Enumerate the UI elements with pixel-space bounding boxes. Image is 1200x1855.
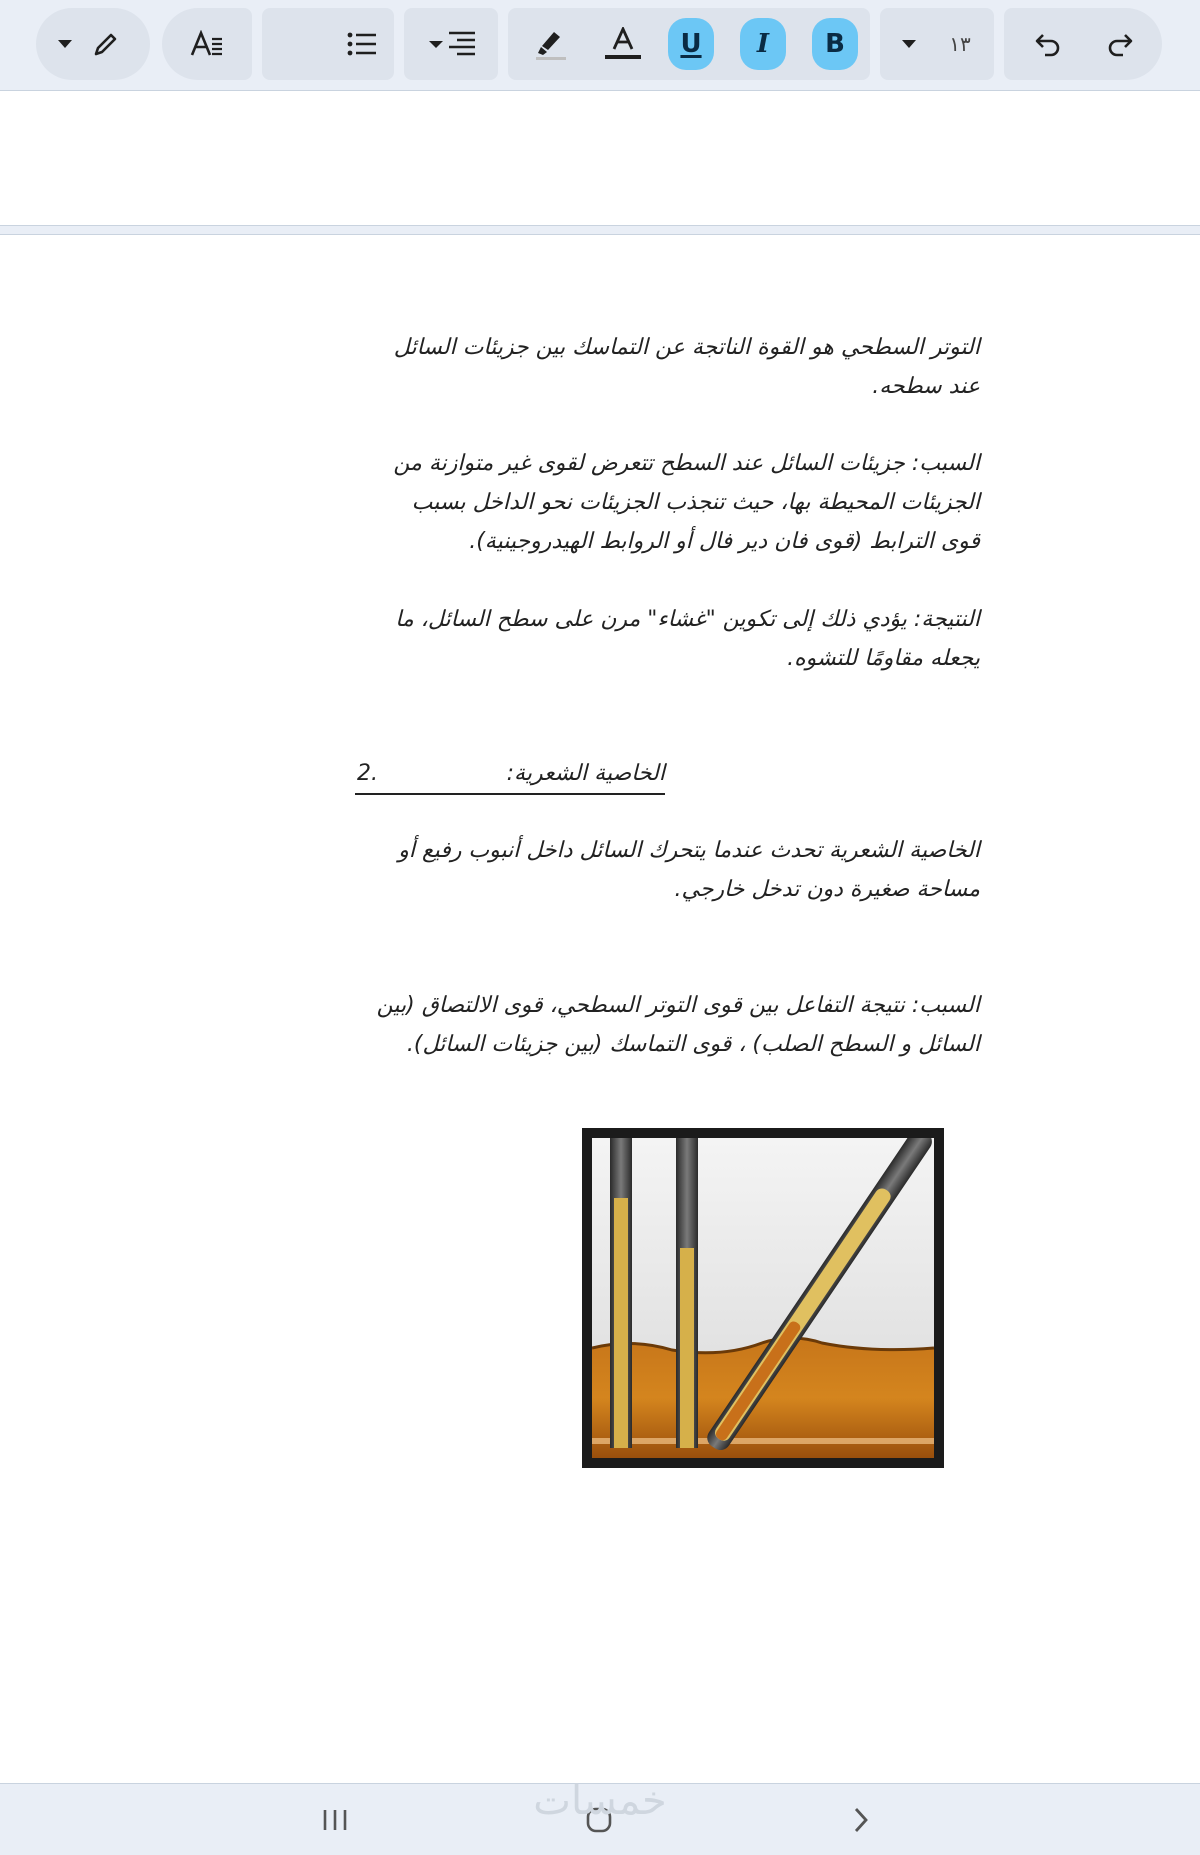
paragraph-line: السائل و السطح الصلب) ، قوى التماسك (بين جزيئات السائل). [406, 1032, 980, 1057]
watermark-text: خمسات [533, 1778, 667, 1824]
undo-icon [1034, 31, 1062, 57]
alignment-group [404, 8, 498, 80]
text-color-button[interactable] [598, 20, 648, 68]
bullet-list-button[interactable] [340, 22, 384, 66]
font-size-value: ١٣ [949, 32, 971, 56]
font-size-group [880, 8, 994, 80]
align-right-icon [427, 30, 477, 58]
underline-label: U [680, 29, 702, 59]
text-style-group [162, 8, 252, 80]
pen-icon [92, 30, 120, 58]
paragraph-line: قوى الترابط (قوى فان دير فال أو الروابط الهيدروجينية). [469, 529, 980, 554]
highlight-button[interactable] [526, 20, 576, 68]
paragraph-line: التوتر السطحي هو القوة الناتجة عن التماسك بين جزيئات السائل [393, 335, 980, 360]
font-size-field[interactable] [940, 22, 980, 66]
underline-toggle[interactable] [668, 18, 714, 70]
heading-number: 2. [357, 761, 378, 786]
paragraph-line: السبب: جزيئات السائل عند السطح تتعرض لقوى غير متوازنة من [393, 451, 980, 476]
paragraph-surface-tension-result[interactable] [355, 600, 980, 678]
paragraph-capillarity-cause[interactable] [355, 986, 980, 1064]
document-page[interactable] [0, 234, 1200, 1784]
highlighter-icon [534, 28, 568, 60]
paragraph-surface-tension-definition[interactable] [355, 328, 980, 406]
paragraph-line: مساحة صغيرة دون تدخل خارجي. [674, 877, 980, 902]
back-chevron-icon [852, 1806, 870, 1834]
redo-icon [1106, 31, 1134, 57]
chevron-down-icon [901, 39, 917, 49]
formatting-toolbar [0, 0, 1200, 90]
recents-icon [322, 1808, 348, 1832]
paragraph-line: السبب: نتيجة التفاعل بين قوى التوتر السطحي، قوى الالتصاق (بين [376, 993, 980, 1018]
capillary-tubes-image[interactable] [582, 1128, 944, 1468]
pen-tool-group [36, 8, 150, 80]
text-format-group [508, 8, 870, 80]
paragraph-line: الجزيئات المحيطة بها، حيث تنجذب الجزيئات نحو الداخل بسبب [411, 490, 980, 515]
font-size-dropdown-button[interactable] [898, 30, 920, 58]
recents-button[interactable] [322, 1808, 348, 1836]
alignment-button[interactable] [424, 22, 480, 66]
text-color-icon [605, 27, 641, 61]
pen-dropdown-button[interactable] [54, 30, 76, 58]
list-group [262, 8, 394, 80]
paragraph-line: عند سطحه. [872, 374, 980, 399]
italic-label: I [756, 29, 770, 59]
pen-button[interactable] [84, 22, 128, 66]
bold-toggle[interactable] [812, 18, 858, 70]
paragraph-line: النتيجة: يؤدي ذلك إلى تكوين "غشاء" مرن على سطح السائل، ما [395, 607, 980, 632]
heading-title: الخاصية الشعرية: [506, 761, 665, 786]
section-heading-capillarity[interactable] [355, 755, 665, 795]
previous-page[interactable] [0, 90, 1200, 226]
paragraph-capillarity-definition[interactable] [355, 831, 980, 909]
italic-toggle[interactable] [740, 18, 786, 70]
paragraph-line: يجعله مقاومًا للتشوه. [787, 646, 980, 671]
capillary-illustration [592, 1138, 934, 1458]
bold-label: B [825, 29, 845, 59]
bullet-list-icon [347, 31, 377, 57]
text-style-button[interactable] [184, 22, 230, 66]
chevron-down-icon [57, 39, 73, 49]
paragraph-line: الخاصية الشعرية تحدث عندما يتحرك السائل داخل أنبوب رفيع أو [398, 838, 980, 863]
text-style-icon [190, 30, 224, 58]
undo-button[interactable] [1026, 22, 1070, 66]
history-group [1004, 8, 1162, 80]
redo-button[interactable] [1098, 22, 1142, 66]
paragraph-surface-tension-cause[interactable] [355, 444, 980, 561]
back-button[interactable] [852, 1806, 870, 1838]
